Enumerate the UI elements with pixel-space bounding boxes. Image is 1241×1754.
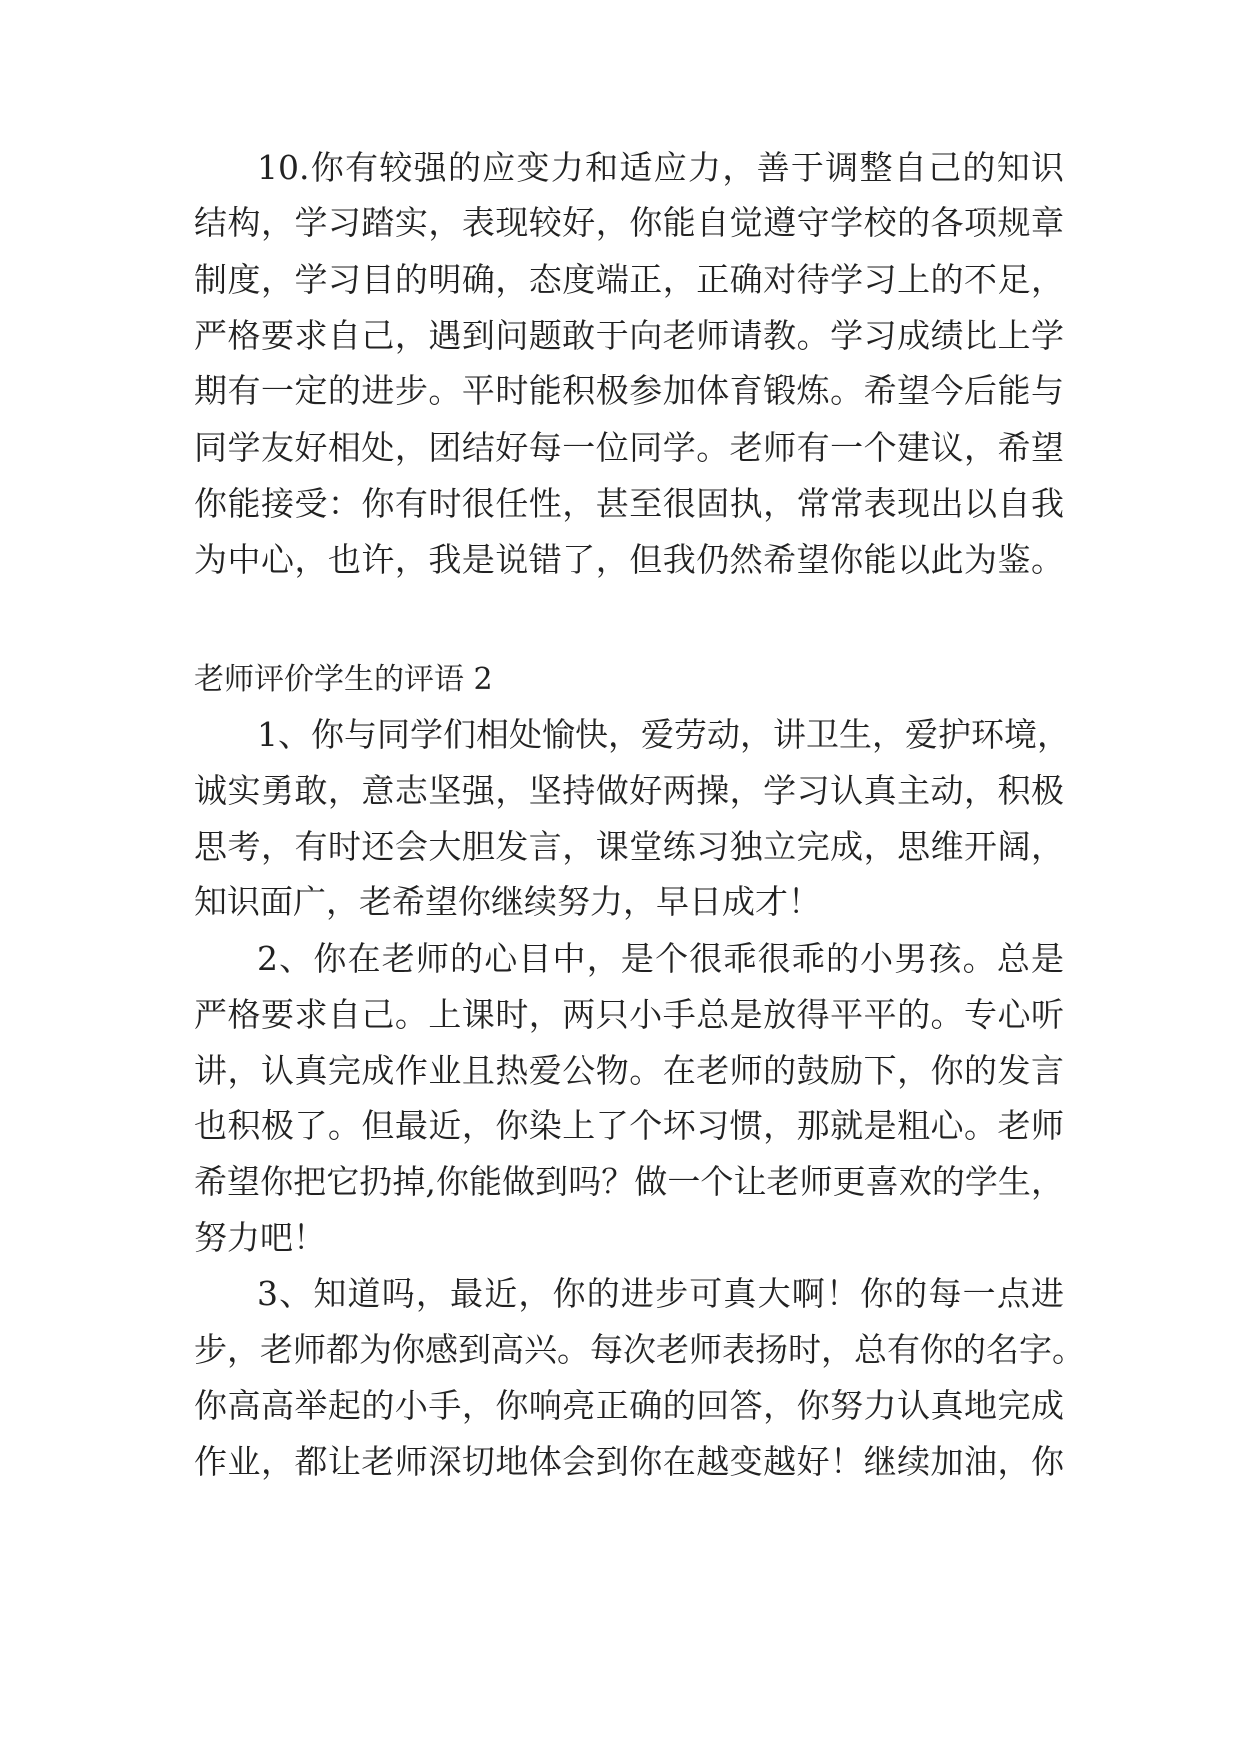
paragraph-line: 也积极了。但最近，你染上了个坏习惯，那就是粗心。老师 [194,1106,1064,1145]
paragraph-line: 你能接受：你有时很任性，甚至很固执，常常表现出以自我 [194,484,1064,523]
paragraph-line: 10.你有较强的应变力和适应力，善于调整自己的知识 [257,148,1064,187]
paragraph-line: 诚实勇敢，意志坚强，坚持做好两操，学习认真主动，积极 [194,771,1064,810]
paragraph-line: 努力吧！ [194,1218,326,1257]
section-heading: 老师评价学生的评语 2 [194,662,493,697]
paragraph-line: 知识面广，老希望你继续努力，早日成才！ [194,882,821,921]
paragraph-line: 1、你与同学们相处愉快，爱劳动，讲卫生，爱护环境， [257,715,1070,754]
paragraph-line: 讲，认真完成作业且热爱公物。在老师的鼓励下，你的发言 [194,1051,1064,1090]
paragraph-line: 2、你在老师的心目中，是个很乖很乖的小男孩。总是 [257,939,1064,978]
paragraph-line: 希望你把它扔掉,你能做到吗？做一个让老师更喜欢的学生， [194,1162,1064,1201]
paragraph-line: 你高高举起的小手，你响亮正确的回答，你努力认真地完成 [194,1386,1064,1425]
paragraph-line: 严格要求自己。上课时，两只小手总是放得平平的。专心听 [194,995,1064,1034]
paragraph-line: 步，老师都为你感到高兴。每次老师表扬时，总有你的名字。 [194,1330,1085,1369]
paragraph-line: 制度，学习目的明确，态度端正，正确对待学习上的不足， [194,260,1064,299]
paragraph-line: 3、知道吗，最近，你的进步可真大啊！你的每一点进 [257,1274,1064,1313]
paragraph-line: 期有一定的进步。平时能积极参加体育锻炼。希望今后能与 [194,371,1064,410]
paragraph-line: 为中心，也许，我是说错了，但我仍然希望你能以此为鉴。 [194,540,1064,579]
paragraph-line: 严格要求自己，遇到问题敢于向老师请教。学习成绩比上学 [194,316,1064,355]
paragraph-line: 同学友好相处，团结好每一位同学。老师有一个建议，希望 [194,428,1064,467]
paragraph-line: 作业，都让老师深切地体会到你在越变越好！继续加油，你 [194,1442,1064,1481]
paragraph-line: 思考，有时还会大胆发言，课堂练习独立完成，思维开阔， [194,827,1064,866]
paragraph-line: 结构，学习踏实，表现较好，你能自觉遵守学校的各项规章 [194,203,1064,242]
